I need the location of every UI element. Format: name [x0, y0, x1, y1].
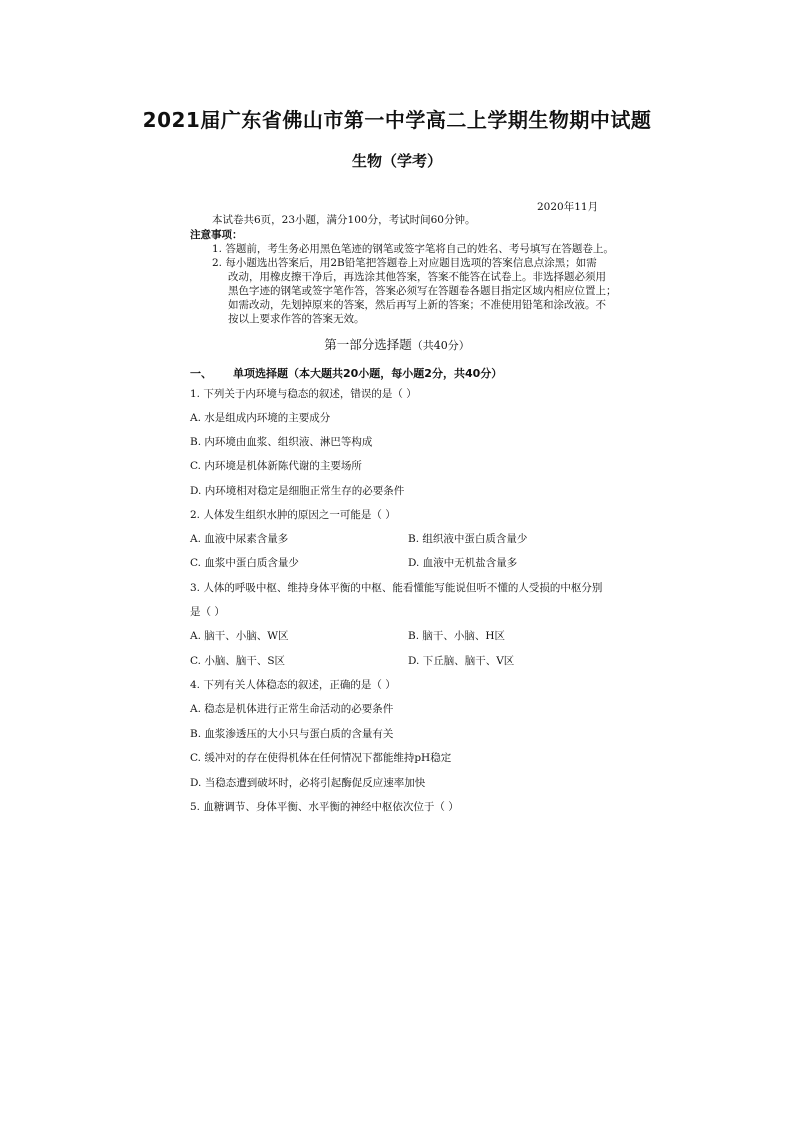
exam-date: 2020年11月 — [537, 201, 599, 213]
question-4-stem: 4. 下列有关人体稳态的叙述，正确的是（ ） — [190, 679, 396, 691]
question-3-option-d: D. 下丘脑、脑干、V区 — [408, 655, 515, 667]
question-3-option-b: B. 脑干、小脑、H区 — [408, 630, 506, 642]
question-4-option-a: A. 稳态是机体进行正常生命活动的必要条件 — [190, 703, 394, 715]
question-2-option-c: C. 血浆中蛋白质含量少 — [190, 557, 299, 569]
page-title: 2021届广东省佛山市第一中学高二上学期生物期中试题 — [142, 108, 652, 132]
question-3-stem-line-2: 是（ ） — [190, 606, 225, 618]
question-1-option-d: D. 内环境相对稳定是细胞正常生存的必要条件 — [190, 485, 405, 497]
question-3-option-a: A. 脑干、小脑、W区 — [190, 630, 289, 642]
question-5-stem: 5. 血糖调节、身体平衡、水平衡的神经中枢依次位于（ ） — [190, 801, 459, 813]
question-2-option-d: D. 血液中无机盐含量多 — [408, 557, 518, 569]
question-2-stem: 2. 人体发生组织水肿的原因之一可能是（ ） — [190, 509, 396, 521]
notice-item-2-line-2: 改动，用橡皮擦干净后，再选涂其他答案，答案不能答在试卷上。非选择题必须用 — [228, 271, 606, 283]
notice-item-1: 1. 答题前，考生务必用黑色笔迹的钢笔或签字笔将自己的姓名、考号填写在答题卷上。 — [212, 243, 614, 255]
notice-item-2-line-4: 如需改动，先划掉原来的答案，然后再写上新的答案；不准使用铅笔和涂改液。不 — [228, 299, 606, 311]
exam-info: 本试卷共6页，23小题，满分100分，考试时间60分钟。 — [212, 214, 476, 226]
question-4-option-b: B. 血浆渗透压的大小只与蛋白质的含量有关 — [190, 728, 394, 740]
question-3-option-c: C. 小脑、脑干、S区 — [190, 655, 286, 667]
section-title: 单项选择题（本大题共20小题，每小题2分，共40分） — [233, 367, 503, 380]
question-4-option-d: D. 当稳态遭到破坏时，必将引起酶促反应速率加快 — [190, 777, 426, 789]
question-4-option-c: C. 缓冲对的存在使得机体在任何情况下都能维持pH稳定 — [190, 752, 452, 764]
question-2-option-a: A. 血液中尿素含量多 — [190, 533, 289, 545]
question-1-option-c: C. 内环境是机体新陈代谢的主要场所 — [190, 460, 362, 472]
question-2-option-b: B. 组织液中蛋白质含量少 — [408, 533, 528, 545]
part-heading — [0, 335, 794, 353]
page-subtitle: 生物（学考） — [351, 152, 442, 170]
part-score: （共40分） — [411, 339, 470, 352]
notice-heading: 注意事项： — [190, 229, 243, 241]
question-1-option-b: B. 内环境由血浆、组织液、淋巴等构成 — [190, 436, 373, 448]
notice-item-2-line-1: 2. 每小题选出答案后，用2B铅笔把答题卷上对应题目选项的答案信息点涂黑；如需 — [212, 257, 597, 269]
question-3-stem-line-1: 3. 人体的呼吸中枢、维持身体平衡的中枢、能看懂能写能说但听不懂的人受损的中枢分别 — [190, 582, 603, 594]
notice-item-2-line-5: 按以上要求作答的答案无效。 — [228, 313, 365, 325]
part-title: 第一部分选择题 — [324, 337, 412, 352]
question-1-stem: 1. 下列关于内环境与稳态的叙述，错误的是（ ） — [190, 388, 417, 400]
section-number: 一、 — [190, 367, 212, 380]
question-1-option-a: A. 水是组成内环境的主要成分 — [190, 412, 331, 424]
notice-item-2-line-3: 黑色字迹的钢笔或签字笔作答，答案必须写在答题卷各题目指定区域内相应位置上； — [228, 285, 617, 297]
